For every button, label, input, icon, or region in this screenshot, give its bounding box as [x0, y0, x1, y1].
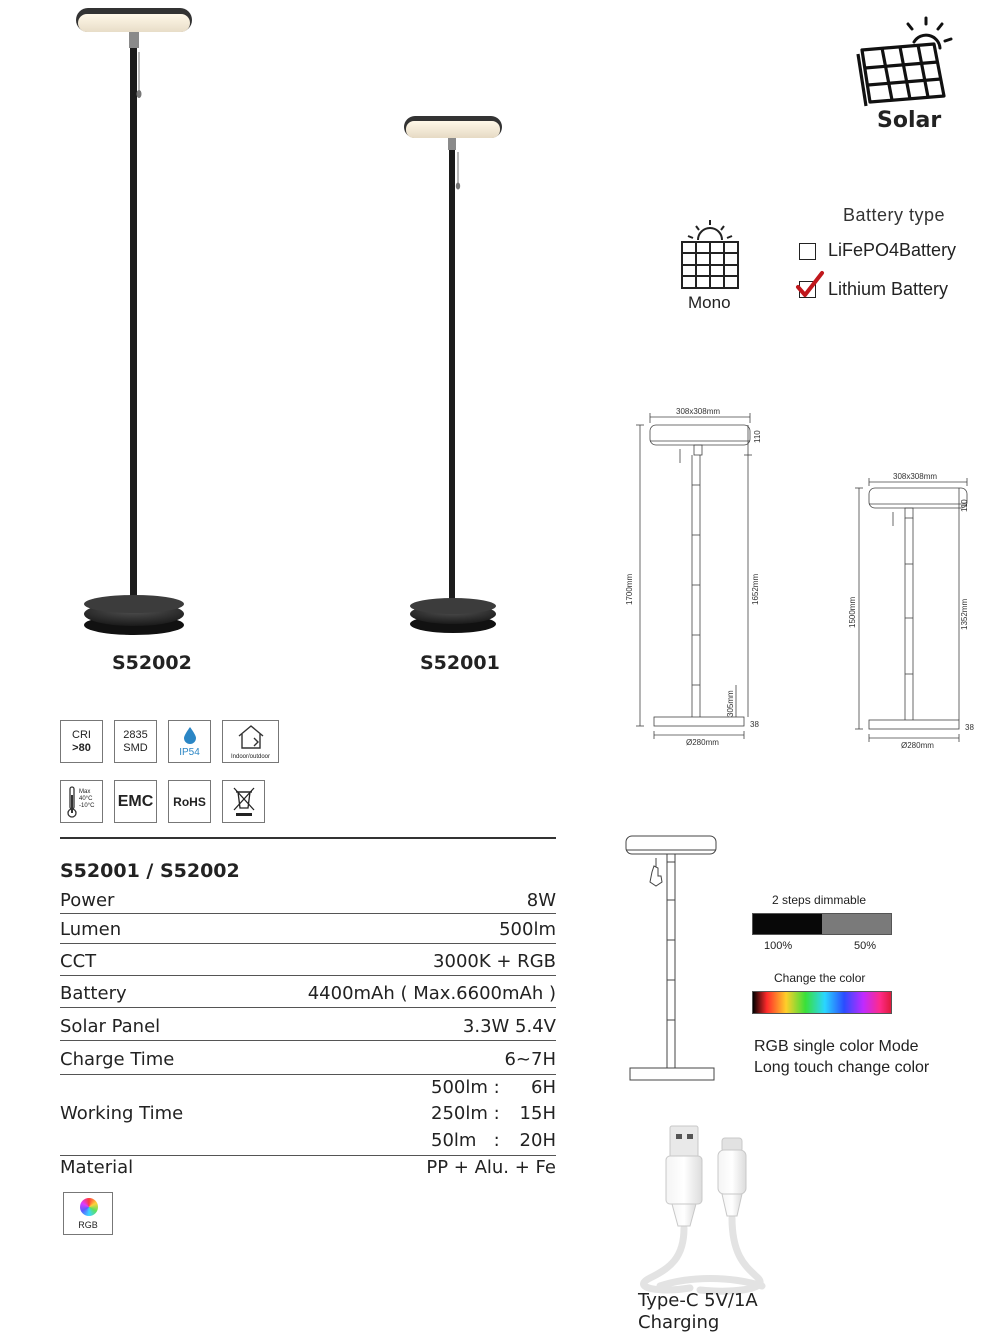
spec-row-working-time [60, 1076, 556, 1156]
dim-label-50: 50% [854, 940, 877, 952]
working-time-line [431, 1102, 556, 1129]
spec-row-charge-time [60, 1044, 556, 1075]
rgb-label: RGB [78, 1220, 98, 1230]
change-color-title: Change the color [774, 971, 866, 985]
color-spectrum-bar [752, 991, 892, 1014]
temp-min-value: -10°C [79, 803, 95, 809]
spec-value: 4400mAh ( Max.6600mAh ) [307, 983, 556, 1004]
dim-total-height: 1500mm [848, 596, 857, 628]
temp-max-value: 40°C [79, 796, 93, 802]
dimmable-title: 2 steps dimmable [772, 893, 867, 907]
charging-spec: Type-C 5V/1A [638, 1290, 758, 1311]
led-type: 2835 [123, 729, 148, 741]
working-time-values [431, 1076, 556, 1155]
dimming-bar [752, 913, 892, 935]
lamp-image-s52002 [70, 0, 210, 640]
temp-max-label: Max [79, 789, 91, 795]
ip-rating-label: IP54 [179, 747, 200, 758]
working-lumen: 500lm : [431, 1077, 500, 1098]
dim-pole-height: 1652mm [751, 573, 760, 605]
color-wheel-icon [80, 1198, 98, 1216]
checkbox-unchecked-icon [799, 243, 816, 260]
charging-label: Charging [638, 1312, 720, 1333]
rgb-mode-line: RGB single color Mode [754, 1038, 919, 1055]
working-hours: 20H [519, 1130, 556, 1151]
usb-type-c-cable-image [630, 1118, 770, 1293]
dim-lower-height: 305mm [726, 690, 735, 717]
specs-top-rule [60, 837, 556, 839]
ip-rating-badge [168, 720, 211, 763]
spec-value: 3.3W 5.4V [462, 1016, 556, 1037]
specs-title: S52001 / S52002 [60, 860, 240, 882]
model-label-s52001: S52001 [420, 652, 500, 674]
rgb-mode-line: Long touch change color [754, 1059, 930, 1076]
spec-label: Power [60, 890, 115, 911]
working-time-line [431, 1076, 556, 1102]
rgb-mode-text [754, 1036, 929, 1078]
rohs-label: RoHS [173, 795, 206, 809]
working-lumen: 250lm : [431, 1103, 500, 1124]
dim-top-width: 308x308mm [676, 407, 721, 416]
dimension-drawing-1700 [625, 405, 766, 750]
spec-label: Battery [60, 983, 127, 1004]
spec-row-lumen [60, 916, 556, 944]
solar-label: Solar [877, 108, 942, 133]
led-package: SMD [123, 742, 148, 754]
cri-badge [60, 720, 103, 763]
working-lumen: 50lm : [431, 1130, 500, 1151]
touch-lamp-drawing [620, 830, 720, 1086]
checkmark-icon [795, 271, 825, 299]
model-label-s52002: S52002 [112, 652, 192, 674]
charging-text [638, 1290, 758, 1334]
weee-badge [222, 780, 265, 823]
mono-panel-icon [678, 218, 742, 292]
spec-label: Lumen [60, 919, 122, 940]
spec-row-cct [60, 947, 556, 976]
emc-label: EMC [117, 793, 154, 810]
spec-value: 500lm [499, 919, 556, 940]
rgb-badge [63, 1192, 113, 1235]
dim-top-width: 308x308mm [893, 472, 938, 481]
spec-value: 3000K + RGB [433, 951, 556, 972]
led-smd-badge [114, 720, 157, 763]
dim-base-height: 38 [750, 720, 759, 729]
working-hours: 6H [531, 1077, 556, 1098]
spec-row-solar-panel [60, 1011, 556, 1041]
battery-option-label: LiFePO4Battery [828, 240, 957, 260]
dim-base-height: 38 [965, 723, 974, 732]
spec-row-material [60, 1157, 556, 1183]
spec-value: PP + Alu. + Fe [426, 1157, 556, 1178]
water-drop-icon [180, 725, 200, 745]
spec-label: Working Time [60, 1103, 184, 1124]
dim-pole-height: 1352mm [960, 598, 969, 630]
cri-value: >80 [72, 742, 91, 754]
spec-value: 6~7H [504, 1049, 556, 1070]
emc-badge [114, 780, 157, 823]
dim-base-diameter: Ø280mm [901, 741, 934, 750]
spec-label: CCT [60, 951, 97, 972]
dim-label-100: 100% [764, 940, 793, 952]
working-time-line [431, 1129, 556, 1155]
spec-row-power [60, 888, 556, 914]
spec-label: Material [60, 1157, 134, 1178]
spec-row-battery [60, 979, 556, 1008]
dim-level-50 [822, 914, 891, 934]
dim-head-height: 110 [960, 499, 969, 512]
solar-panel-icon [852, 14, 962, 110]
working-hours: 15H [519, 1103, 556, 1124]
battery-option-label: Lithium Battery [828, 279, 949, 299]
rohs-badge [168, 780, 211, 823]
dim-head-height: 110 [753, 430, 762, 443]
spec-label: Charge Time [60, 1049, 175, 1070]
hand-touch-icon [650, 866, 662, 886]
temperature-badge [60, 780, 103, 823]
indoor-outdoor-badge [222, 720, 279, 763]
dim-level-100 [753, 914, 822, 934]
cri-label: CRI [72, 729, 91, 741]
indoor-outdoor-label: Indoor/outdoor [230, 754, 271, 760]
dim-total-height: 1700mm [625, 573, 634, 605]
spec-value: 8W [526, 890, 556, 911]
mono-label: Mono [688, 293, 731, 312]
lamp-image-s52001 [398, 110, 510, 640]
crossed-bin-icon [231, 786, 257, 818]
spec-label: Solar Panel [60, 1016, 161, 1037]
dimension-drawing-1500 [848, 468, 985, 750]
thermometer-icon [66, 785, 78, 819]
battery-type-title: Battery type [843, 205, 946, 225]
house-icon [236, 724, 266, 750]
dim-base-diameter: Ø280mm [686, 738, 719, 747]
